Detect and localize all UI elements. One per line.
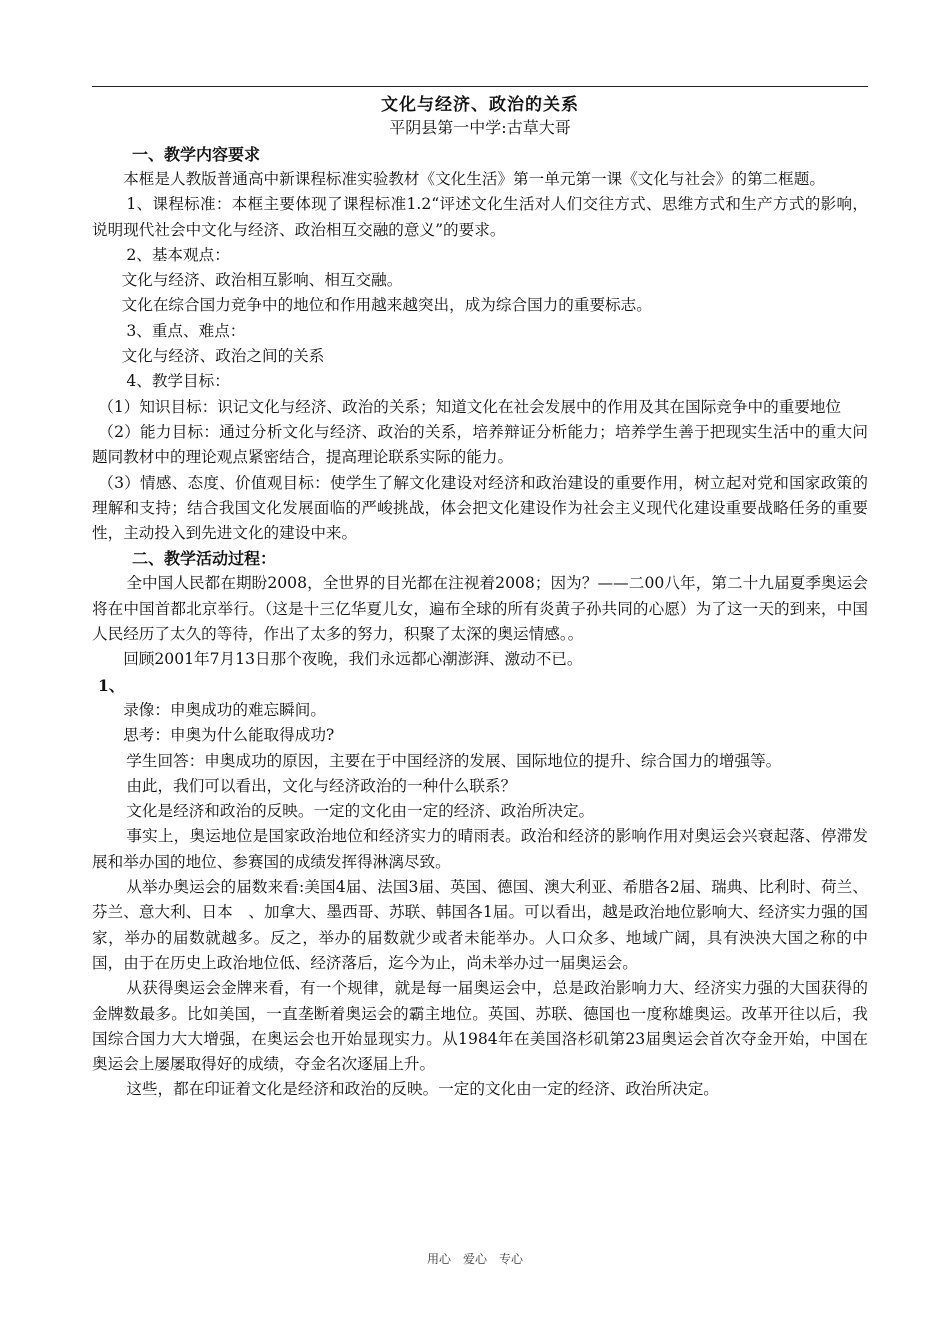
attitude-goal: （3）情感、态度、价值观目标：使学生了解文化建设对经济和政治建设的重要作用，树立起对党和国家政策的理解和支持；结合我国文化发展面临的严峻挑战，体会把文化建设作为社会主义现代化建设重要战略任务的重要性，主动投入到先进文化的建设中来。 bbox=[92, 473, 868, 543]
ability-goal: （2）能力目标：通过分析文化与经济、政治的关系，培养辩证分析能力；培养学生善于把现实生活中的重大问题同教材中的理论观点紧密结合，提高理论联系实际的能力。 bbox=[92, 422, 868, 467]
document-author: 平阴县第一中学:古草大哥 bbox=[389, 118, 571, 137]
item-number: 1、 bbox=[98, 675, 125, 695]
basic-view-1: 文化与经济、政治相互影响、相互交融。 bbox=[121, 271, 403, 290]
page-footer: 用心 爱心 专心 bbox=[426, 1252, 523, 1266]
review-paragraph: 回顾2001年7月13日那个夜晚，我们永远都心潮澎湃、激动不已。 bbox=[123, 650, 583, 669]
section-heading-requirements: 一、教学内容要求 bbox=[132, 145, 261, 164]
key-point-1: 文化与经济、政治之间的关系 bbox=[121, 347, 325, 366]
think-line: 思考：申奥为什么能取得成功? bbox=[123, 726, 335, 745]
video-line: 录像：申奥成功的难忘瞬间。 bbox=[123, 700, 326, 719]
basic-view-2: 文化在综合国力竞争中的地位和作用越来越突出，成为综合国力的重要标志。 bbox=[121, 296, 652, 315]
curriculum-standard-paragraph: 1、课程标准：本框主要体现了课程标准1.2“评述文化生活对人们交往方式、思维方式和生产方式的影响，说明现代社会中文化与经济、政治相互交融的意义”的要求。 bbox=[92, 195, 868, 239]
section-heading-activities: 二、教学活动过程： bbox=[132, 549, 277, 569]
intro-paragraph: 本框是人教版普通高中新课程标准实验教材《文化生活》第一单元第一课《文化与社会》的第二框题。 bbox=[123, 170, 825, 188]
conclusion-line: 文化是经济和政治的反映。一定的文化由一定的经济、政治所决定。 bbox=[126, 802, 595, 821]
barometer-paragraph: 事实上，奥运地位是国家政治地位和经济实力的晴雨表。政治和经济的影响作用对奥运会兴衰起落、停滞发展和举办国的地位、参赛国的成绩发挥得淋漓尽致。 bbox=[92, 827, 868, 871]
gold-medal-paragraph: 从获得奥运会金牌来看，有一个规律，就是每一届奥运会中，总是政治影响力大、经济实力强的大国获得的金牌数最多。比如美国，一直垄断着奥运会的霸主地位。英国、苏联、德国也一度称雄奥运。改革开往以后，我国综合国力大大增强，在奥运会也开始显现实力。从1984年在美国洛杉矶第23届奥运会首次夺金开始，中国在奥运会上屡屡取得好的成绩，夺金名次逐届上升。 bbox=[92, 979, 868, 1074]
document-body bbox=[92, 94, 868, 1103]
header-rule bbox=[92, 86, 868, 87]
document-title: 文化与经济、政治的关系 bbox=[381, 95, 579, 115]
student-answer: 学生回答：申奥成功的原因，主要在于中国经济的发展、国际地位的提升、综合国力的增强等。 bbox=[126, 751, 782, 770]
knowledge-goal: （1）知识目标：识记文化与经济、政治的关系；知道文化在社会发展中的作用及其在国际竞争中的重要地位 bbox=[98, 397, 842, 416]
olympics-intro-paragraph: 全中国人民都在期盼2008，全世界的目光都在注视着2008；因为？——二00八年，第二十九届夏季奥运会将在中国首都北京举行。（这是十三亿华夏儿女，遍布全球的所有炎黄子孙共同的心愿）为了这一天的到来，中国人民经历了太久的等待，作出了太多的努力，积聚了太深的奥运情感。。 bbox=[92, 574, 868, 644]
teaching-goals-heading: 4、教学目标： bbox=[126, 372, 230, 391]
question-line: 由此，我们可以看出，文化与经济政治的一种什么联系？ bbox=[126, 776, 517, 795]
key-points-heading: 3、重点、难点： bbox=[126, 321, 246, 340]
summary-paragraph: 这些，都在印证着文化是经济和政治的反映。一定的文化由一定的经济、政治所决定。 bbox=[126, 1080, 719, 1099]
basic-views-heading: 2、基本观点： bbox=[126, 245, 230, 264]
host-count-paragraph: 从举办奥运会的届数来看:美国4届、法国3届、英国、德国、澳大利亚、希腊各2届、瑞典、比利时、荷兰、芬兰、意大利、日本 、加拿大、墨西哥、苏联、韩国各1届。可以看出，越是政治地位影响大、经济实力强的国家，举办的届数就越多。反之，举办的届数就少或者未能举办。人口众多、地域广阔，具有泱泱大国之称的中国，由于在历史上政治地位低、经济落后，迄今为止，尚未举办过一届奥运会。 bbox=[92, 878, 868, 972]
